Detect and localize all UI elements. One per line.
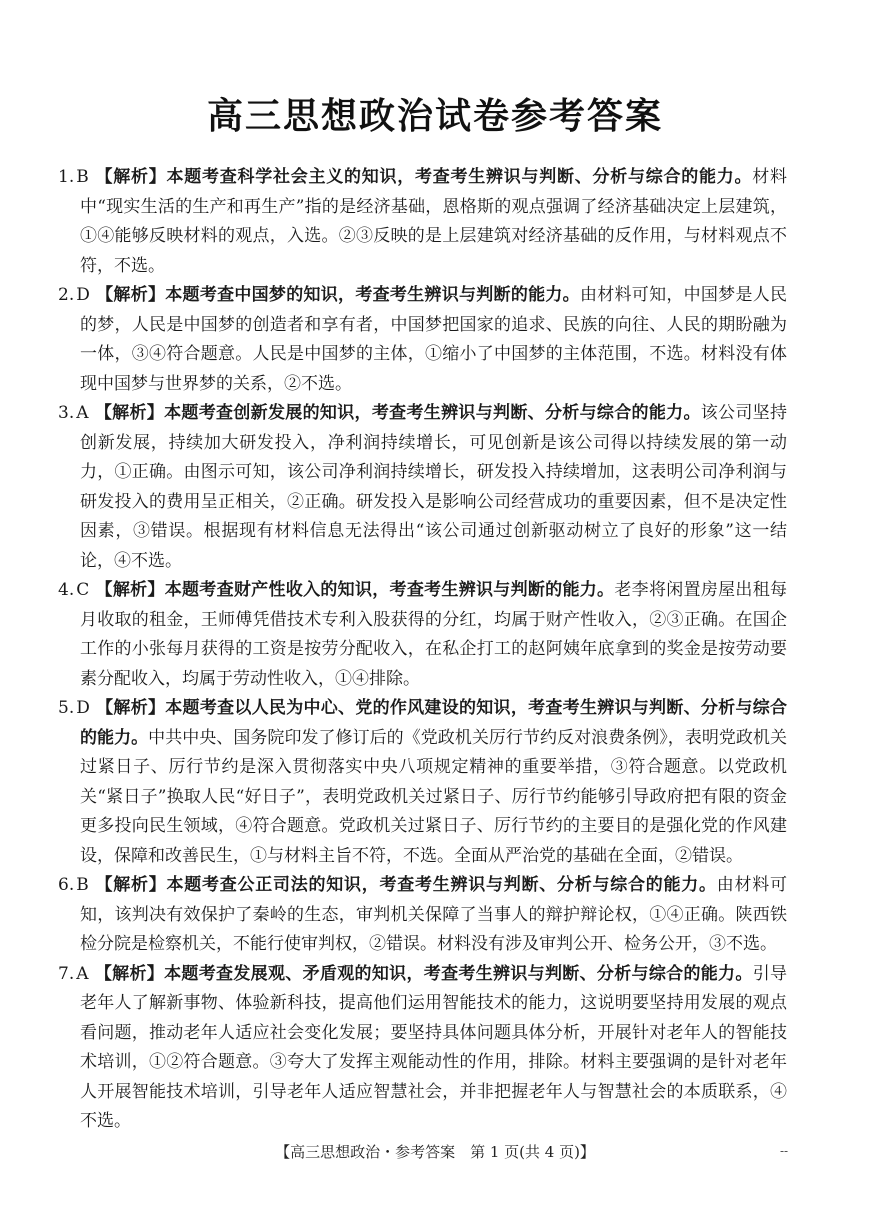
item-answer: D bbox=[76, 698, 90, 718]
corner-mark: -- bbox=[780, 1144, 789, 1158]
item-answer: B bbox=[76, 167, 89, 187]
page-title: 高三思想政治试卷参考答案 bbox=[206, 96, 663, 137]
item-analysis-body: 该公司坚持创新发展，持续加大研发投入，净利润持续增长，可见创新是该公司得以持续发展的第一动力，①正确。由图示可知，该公司净利润持续增长，研发投入持续增加，这表明公司净利润与研发投入的费用呈正相关，②正确。研发投入是影响公司经营成功的重要因素，但不是决定性因素，③错误。根据现有材料信息无法得出“该公司通过创新驱动树立了良好的形象”这一结论，④不选。 bbox=[80, 403, 787, 571]
item-answer: A bbox=[76, 403, 89, 423]
item-number: 1. bbox=[58, 167, 75, 187]
answer-item-6 bbox=[0, 871, 787, 960]
item-number: 5. bbox=[58, 698, 75, 718]
item-analysis-body: 由材料可知，该判决有效保护了秦岭的生态，审判机关保障了当事人的辩护辩论权，①④正确。陕西铁检分院是检察机关，不能行使审判权，②错误。材料没有涉及审判公开、检务公开，③不选。 bbox=[80, 875, 788, 954]
item-analysis-body: 老李将闲置房屋出租每月收取的租金，王师傅凭借技术专利入股获得的分红，均属于财产性收入，②③正确。在国企工作的小张每月获得的工资是按劳分配收入，在私企打工的赵阿姨年底拿到的奖金是按劳动要素分配收入，均属于劳动性收入，①④排除。 bbox=[80, 580, 788, 689]
item-analysis-lead: 【解析】本题考查以人民为中心、党的作风建设的知识，考查考生辨识与判断、分析与综合的能力。 bbox=[80, 698, 787, 748]
item-number: 6. bbox=[58, 875, 75, 895]
answer-item-1 bbox=[0, 163, 787, 281]
item-answer: D bbox=[76, 285, 90, 305]
answer-item-2 bbox=[0, 281, 787, 399]
item-answer: A bbox=[76, 963, 89, 984]
item-analysis-body: 中共中央、国务院印发了修订后的《党政机关厉行节约反对浪费条例》，表明党政机关过紧日子、厉行节约是深入贯彻落实中央八项规定精神的重要举措，③符合题意。以党政机关“紧日子”换取人民“好日子”，表明党政机关过紧日子、厉行节约能够引导政府把有限的资金更多投向民生领域，④符合题意。党政机关过紧日子、厉行节约的主要目的是强化党的作风建设，保障和改善民生，①与材料主旨不符，不选。全面从严治党的基础在全面，②错误。 bbox=[80, 727, 788, 866]
item-number: 3. bbox=[58, 403, 75, 423]
item-analysis-body: 材料中“现实生活的生产和再生产”指的是经济基础，恩格斯的观点强调了经济基础决定上层建筑，①④能够反映材料的观点，入选。②③反映的是上层建筑对经济基础的反作用，与材料观点不符，不选。 bbox=[80, 167, 788, 276]
item-analysis-body: 由材料可知，中国梦是人民的梦，人民是中国梦的创造者和享有者，中国梦把国家的追求、民族的向往、人民的期盼融为一体，③④符合题意。人民是中国梦的主体，①缩小了中国梦的主体范围，不选。材料没有体现中国梦与世界梦的关系，②不选。 bbox=[80, 285, 788, 394]
item-answer: B bbox=[76, 875, 89, 895]
page-footer: 【高三思想政治・参考答案 第 1 页(共 4 页)】 bbox=[275, 1143, 595, 1161]
item-analysis-lead: 【解析】本题考查中国梦的知识，考查考生辨识与判断的能力。 bbox=[95, 285, 580, 305]
item-analysis-body: 引导老年人了解新事物、体验新科技，提高他们运用智能技术的能力，这说明要坚持用发展的观点看问题，推动老年人适应社会变化发展；要坚持具体问题具体分析，开展针对老年人的智能技术培训，①②符合题意。③夸大了发挥主观能动性的作用，排除。材料主要强调的是针对老年人开展智能技术培训，引导老年人适应智慧社会，并非把握老年人与智慧社会的本质联系，④不选。 bbox=[80, 963, 787, 1131]
item-number: 7. bbox=[58, 963, 75, 984]
item-analysis-lead: 【解析】本题考查发展观、矛盾观的知识，考查考生辨识与判断、分析与综合的能力。 bbox=[94, 963, 753, 984]
answer-item-4 bbox=[0, 576, 787, 694]
item-number: 4. bbox=[58, 580, 75, 600]
item-analysis-lead: 【解析】本题考查科学社会主义的知识，考查考生辨识与判断、分析与综合的能力。 bbox=[94, 167, 753, 187]
item-analysis-lead: 【解析】本题考查财产性收入的知识，考查考生辨识与判断的能力。 bbox=[95, 580, 615, 600]
answer-list bbox=[0, 163, 870, 1137]
item-answer: C bbox=[76, 580, 90, 600]
answer-item-3 bbox=[0, 399, 787, 576]
answer-item-7 bbox=[0, 960, 787, 1137]
answer-item-5 bbox=[0, 694, 787, 871]
item-number: 2. bbox=[58, 285, 75, 305]
item-analysis-lead: 【解析】本题考查创新发展的知识，考查考生辨识与判断、分析与综合的能力。 bbox=[94, 403, 701, 423]
item-analysis-lead: 【解析】本题考查公正司法的知识，考查考生辨识与判断、分析与综合的能力。 bbox=[94, 875, 717, 895]
